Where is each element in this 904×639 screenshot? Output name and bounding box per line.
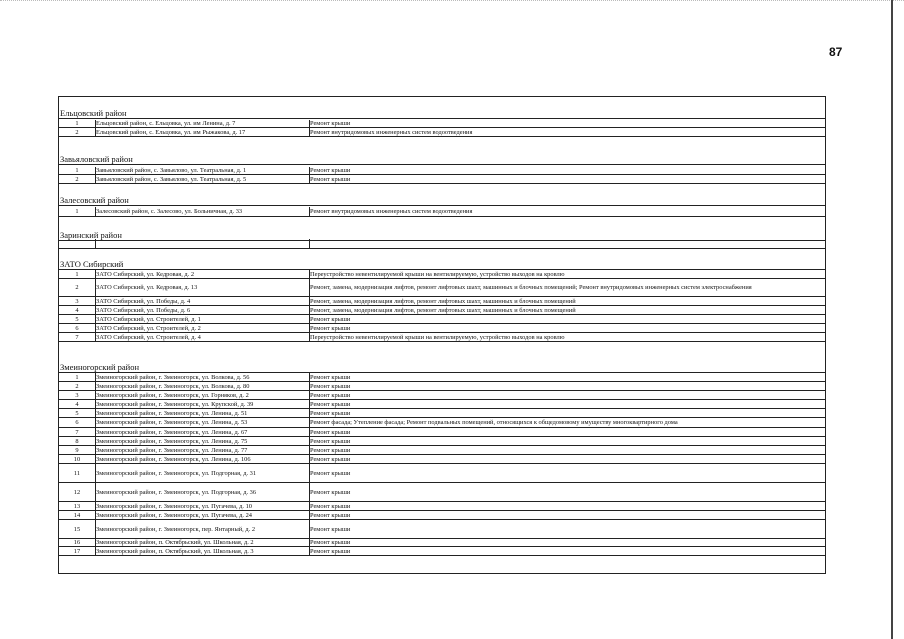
- work-type-cell: Ремонт крыши: [310, 488, 351, 496]
- address-cell: ЗАТО Сибирский, ул. Кедровая, д. 13: [95, 279, 310, 296]
- address-cell: Змеиногорский район, г. Змеиногорск, ул. Ленина, д. 106: [95, 455, 310, 463]
- page-number: 87: [829, 45, 843, 59]
- address-cell: Змеиногорский район, г. Змеиногорск, ул. Ленина, д. 77: [95, 446, 310, 454]
- table-row: [59, 315, 825, 324]
- row-number: 3: [59, 391, 96, 399]
- address-cell: ЗАТО Сибирский, ул. Победы, д. 4: [95, 297, 310, 305]
- work-type-cell: Переустройство невентилируемой крыши на вентилируемую, устройство выходов на кровлю: [310, 333, 565, 341]
- address-cell: Ельцовский район, с. Ельцовка, ул. им Рыжакова, д. 17: [95, 128, 310, 136]
- address-cell: Змеиногорский район, г. Змеиногорск, ул. Пугачева, д. 24: [95, 511, 310, 519]
- row-number: 2: [59, 382, 96, 390]
- table-row: [59, 409, 825, 418]
- row-number: 9: [59, 446, 96, 454]
- address-cell: ЗАТО Сибирский, ул. Кедровая, д. 2: [95, 270, 310, 278]
- row-number: 13: [59, 502, 96, 510]
- work-type-cell: Ремонт крыши: [310, 502, 351, 510]
- row-number: 14: [59, 511, 96, 519]
- table-row: [59, 382, 825, 391]
- table-row: [59, 120, 825, 128]
- scan-right-edge: [891, 0, 903, 639]
- work-type-cell: Ремонт крыши: [310, 547, 351, 555]
- address-cell: Залесовский район, с. Залесово, ул. Больничная, д. 33: [95, 207, 310, 216]
- work-type-cell: Ремонт крыши: [310, 175, 351, 183]
- table-row: [59, 373, 825, 382]
- table-row: [59, 128, 825, 137]
- table-row: [59, 418, 825, 428]
- address-cell: Змеиногорский район, г. Змеиногорск, ул. Ленина, д. 53: [95, 418, 310, 427]
- work-type-cell: Ремонт крыши: [310, 167, 351, 174]
- work-type-cell: Ремонт крыши: [310, 511, 351, 519]
- section-divider: [59, 164, 825, 165]
- row-number: 4: [59, 400, 96, 408]
- work-type-cell: Ремонт крыши: [310, 437, 351, 445]
- row-number: 17: [59, 547, 96, 555]
- table-row: [59, 520, 825, 539]
- work-type-cell: Ремонт крыши: [310, 409, 351, 417]
- table-row: [59, 547, 825, 556]
- work-type-cell: Ремонт крыши: [310, 525, 351, 533]
- table-row: [59, 483, 825, 502]
- work-type-cell: Ремонт крыши: [310, 539, 351, 546]
- address-cell: Завьяловский район, с. Завьялово, ул. Театральная, д. 5: [95, 175, 310, 183]
- row-number: 5: [59, 409, 96, 417]
- row-number: 1: [59, 270, 96, 278]
- table-row: [59, 207, 825, 217]
- work-type-cell: [309, 239, 825, 248]
- section-title: Ельцовский район: [60, 108, 127, 118]
- row-number: [59, 239, 96, 248]
- address-cell: [95, 239, 310, 248]
- address-cell: Змеиногорский район, г. Змеиногорск, ул. Ленина, д. 51: [95, 409, 310, 417]
- table-row: [59, 446, 825, 455]
- address-cell: Змеиногорский район, г. Змеиногорск, пер. Янтарный, д. 2: [95, 520, 310, 538]
- work-type-cell: Ремонт крыши: [310, 373, 351, 381]
- address-cell: Змеиногорский район, г. Змеиногорск, ул. Горняков, д. 2: [95, 391, 310, 399]
- row-number: 12: [59, 483, 96, 501]
- address-cell: ЗАТО Сибирский, ул. Строителей, д. 1: [95, 315, 310, 323]
- work-type-cell: Ремонт внутридомовых инженерных систем водоотведения: [310, 208, 473, 215]
- table-row: [59, 279, 825, 297]
- table-row: [59, 539, 825, 547]
- table-row: [59, 428, 825, 437]
- table-row: [59, 324, 825, 333]
- address-cell: Завьяловский район, с. Завьялово, ул. Театральная, д. 1: [95, 167, 310, 174]
- table-row: [59, 455, 825, 464]
- table-row: [59, 511, 825, 520]
- work-type-cell: Переустройство невентилируемой крыши на вентилируемую, устройство выходов на кровлю: [310, 270, 565, 278]
- table-row: [59, 502, 825, 511]
- address-cell: Змеиногорский район, г. Змеиногорск, ул. Волкова, д. 80: [95, 382, 310, 390]
- work-type-cell: Ремонт, замена, модернизация лифтов, ремонт лифтовых шахт, машинных и блочных помещений; Ремонт внутридомовых инженерных систем электроснабжения: [310, 284, 752, 291]
- address-cell: Змеиногорский район, г. Змеиногорск, ул. Крупской, д. 39: [95, 400, 310, 408]
- section-title: Завьяловский район: [60, 154, 133, 164]
- row-number: 7: [59, 333, 96, 341]
- work-type-cell: Ремонт внутридомовых инженерных систем водоотведения: [310, 128, 473, 136]
- address-cell: Ельцовский район, с. Ельцовка, ул. им Ленина, д. 7: [95, 120, 310, 127]
- row-number: 5: [59, 315, 96, 323]
- table-row: [59, 333, 825, 342]
- address-cell: ЗАТО Сибирский, ул. Победы, д. 6: [95, 306, 310, 314]
- row-number: 10: [59, 455, 96, 463]
- row-number: 2: [59, 128, 96, 136]
- section-divider: [59, 205, 825, 206]
- row-number: 1: [59, 120, 96, 127]
- row-number: 6: [59, 324, 96, 332]
- row-number: 2: [59, 279, 96, 296]
- address-cell: Змеиногорский район, г. Змеиногорск, ул. Пугачева, д. 10: [95, 502, 310, 510]
- row-number: 11: [59, 464, 96, 482]
- table-row: [59, 167, 825, 175]
- table-row: [59, 391, 825, 400]
- work-type-cell: Ремонт крыши: [310, 400, 351, 408]
- address-cell: Змеиногорский район, г. Змеиногорск, ул. Волкова, д. 56: [95, 373, 310, 381]
- work-type-cell: Ремонт, замена, модернизация лифтов, ремонт лифтовых шахт, машинных и блочных помещений: [310, 306, 576, 314]
- address-cell: ЗАТО Сибирский, ул. Строителей, д. 4: [95, 333, 310, 341]
- table-row: [59, 175, 825, 184]
- work-type-cell: Ремонт крыши: [310, 428, 351, 436]
- table-row: [59, 270, 825, 279]
- row-number: 2: [59, 175, 96, 183]
- work-type-cell: Ремонт фасада; Утепление фасада; Ремонт подвальных помещений, относящихся к общедомовому имуществу многоквартирного дома: [310, 419, 678, 426]
- row-number: 1: [59, 373, 96, 381]
- work-type-cell: Ремонт крыши: [310, 315, 351, 323]
- row-number: 7: [59, 428, 96, 436]
- table-row: [59, 437, 825, 446]
- address-cell: Змеиногорский район, г. Змеиногорск, ул. Ленина, д. 75: [95, 437, 310, 445]
- section-divider: [59, 118, 825, 119]
- table-row: [59, 306, 825, 315]
- work-type-cell: Ремонт крыши: [310, 391, 351, 399]
- section-title: ЗАТО Сибирский: [60, 259, 124, 269]
- table-row: [59, 464, 825, 483]
- row-number: 15: [59, 520, 96, 538]
- work-type-cell: Ремонт крыши: [310, 120, 351, 127]
- address-cell: Змеиногорский район, г. Змеиногорск, ул. Ленина, д. 67: [95, 428, 310, 436]
- row-number: 16: [59, 539, 96, 546]
- work-type-cell: Ремонт крыши: [310, 469, 351, 477]
- row-number: 1: [59, 207, 96, 216]
- address-cell: Змеиногорский район, г. Змеиногорск, ул. Подгорная, д. 36: [95, 483, 310, 501]
- row-number: 8: [59, 437, 96, 445]
- section-title: Змеиногорский район: [60, 362, 140, 372]
- row-number: 3: [59, 297, 96, 305]
- row-number: 6: [59, 418, 96, 427]
- address-cell: Змеиногорский район, п. Октябрьский, ул. Школьная, д. 3: [95, 547, 310, 555]
- work-type-cell: Ремонт, замена, модернизация лифтов, ремонт лифтовых шахт, машинных и блочных помещений: [310, 297, 576, 305]
- table-row: [59, 239, 825, 249]
- address-cell: Змеиногорский район, п. Октябрьский, ул. Школьная, д. 2: [95, 539, 310, 546]
- row-number: 4: [59, 306, 96, 314]
- section-title: Заринский район: [60, 230, 122, 240]
- work-type-cell: Ремонт крыши: [310, 324, 351, 332]
- address-cell: Змеиногорский район, г. Змеиногорск, ул. Подгорная, д. 31: [95, 464, 310, 482]
- repair-works-table: [58, 96, 826, 574]
- table-row: [59, 400, 825, 409]
- row-number: 1: [59, 167, 96, 174]
- scan-top-edge: [0, 0, 904, 7]
- address-cell: ЗАТО Сибирский, ул. Строителей, д. 2: [95, 324, 310, 332]
- work-type-cell: Ремонт крыши: [310, 382, 351, 390]
- table-row: [59, 297, 825, 306]
- work-type-cell: Ремонт крыши: [310, 455, 351, 463]
- section-title: Залесовский район: [60, 195, 129, 205]
- work-type-cell: Ремонт крыши: [310, 446, 351, 454]
